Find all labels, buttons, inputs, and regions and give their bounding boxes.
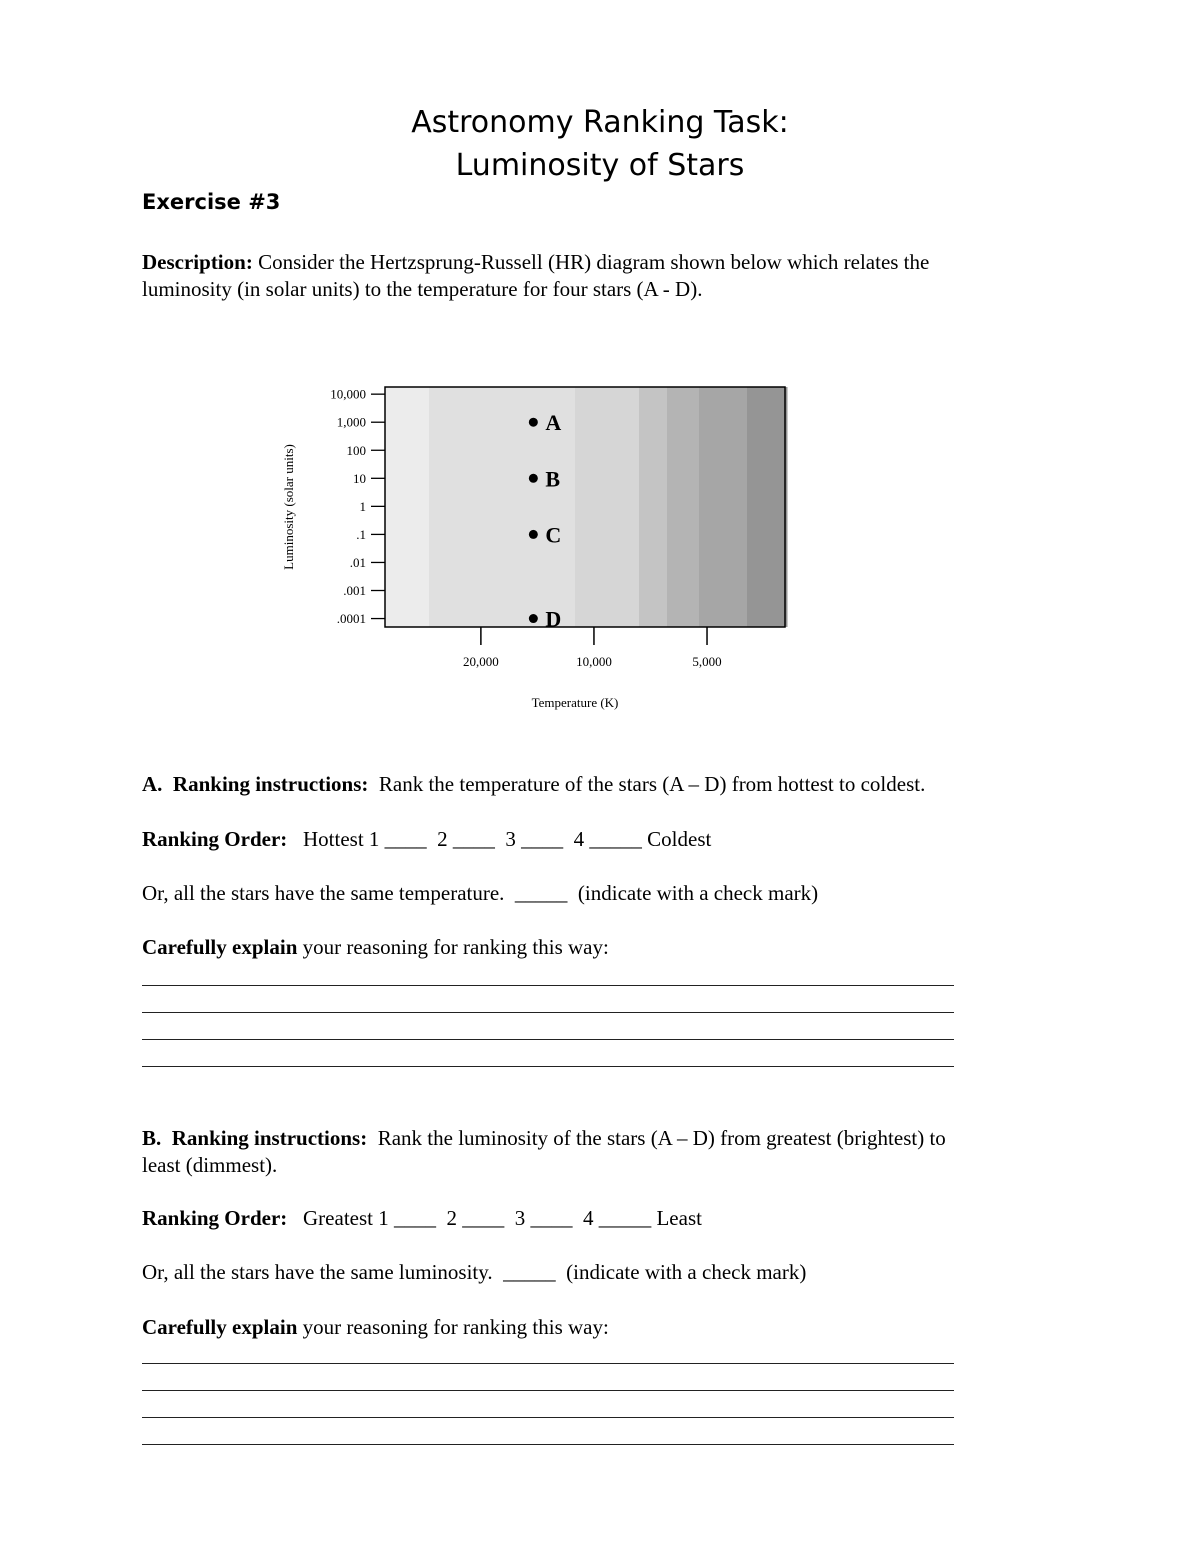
section-b-explain [142, 1314, 609, 1341]
x-axis-label: Temperature (K) [531, 695, 619, 710]
section-b-instructions-line-2: least (dimmest). [142, 1153, 278, 1177]
background-band [747, 387, 788, 627]
star-label-d: D [545, 606, 562, 632]
exercise-heading: Exercise #3 [142, 190, 281, 214]
y-tick-label: 10 [353, 470, 366, 486]
background-band [639, 387, 668, 627]
title-line-2: Luminosity of Stars [455, 148, 745, 183]
section-a-same-option: Or, all the stars have the same temperature. _____ (indicate with a check mark) [142, 881, 819, 905]
star-point-a [529, 418, 538, 427]
x-tick-label: 20,000 [463, 654, 499, 669]
section-b-same-option: Or, all the stars have the same luminosity. _____ (indicate with a check mark) [142, 1260, 807, 1284]
background-band [699, 387, 748, 627]
section-a-answer-line-3[interactable] [142, 1039, 954, 1040]
y-tick-label: .0001 [336, 611, 366, 627]
section-b-ranking-order [142, 1205, 702, 1232]
star-label-b: B [545, 466, 561, 492]
y-tick-label: 10,000 [330, 386, 366, 402]
description-line-2: luminosity (in solar units) to the temperature for four stars (A - D). [142, 277, 703, 301]
y-tick-label: 1,000 [336, 414, 366, 430]
section-b-answer-line-2[interactable] [142, 1390, 954, 1391]
star-point-d [529, 614, 538, 623]
section-a-ranking-order-text: Hottest 1 ____ 2 ____ 3 ____ 4 _____ Coldest [287, 827, 712, 851]
y-axis-label: Luminosity (solar units) [281, 444, 296, 570]
description-text-1: Consider the Hertzsprung-Russell (HR) diagram shown below which relates the [252, 250, 930, 274]
section-a-answer-line-1[interactable] [142, 985, 954, 986]
section-a-explain [142, 934, 609, 961]
x-tick-label: 5,000 [692, 654, 722, 669]
section-a-answer-line-2[interactable] [142, 1012, 954, 1013]
x-tick-label: 10,000 [576, 654, 612, 669]
y-tick-label: 1 [359, 498, 366, 514]
temperature-bands [385, 387, 788, 627]
section-a-explain-text: your reasoning for ranking this way: [297, 935, 609, 959]
background-band [575, 387, 640, 627]
section-b-instructions-label: B. Ranking instructions: [142, 1126, 368, 1150]
section-b-explain-text: your reasoning for ranking this way: [297, 1315, 609, 1339]
section-a-ranking-order-label: Ranking Order: [142, 827, 288, 851]
section-b-answer-line-4[interactable] [142, 1444, 954, 1445]
section-b-answer-line-1[interactable] [142, 1363, 954, 1364]
description-line-1 [142, 249, 929, 276]
section-b-ranking-order-text: Greatest 1 ____ 2 ____ 3 ____ 4 _____ Least [287, 1206, 702, 1230]
background-band [667, 387, 700, 627]
section-a-instructions-text: Rank the temperature of the stars (A – D) from hottest to coldest. [368, 772, 926, 796]
section-a-instructions-label: A. Ranking instructions: [142, 772, 369, 796]
section-a-instructions [142, 771, 925, 798]
section-b-instructions-text: Rank the luminosity of the stars (A – D) from greatest (brightest) to [367, 1126, 946, 1150]
section-a-ranking-order [142, 826, 711, 853]
star-point-b [529, 474, 538, 483]
section-b-answer-line-3[interactable] [142, 1417, 954, 1418]
y-tick-label: .001 [343, 583, 366, 599]
description-label: Description: [142, 250, 253, 274]
y-tick-label: .1 [356, 526, 366, 542]
hr-diagram [270, 375, 800, 720]
section-b-explain-label: Carefully explain [142, 1315, 298, 1339]
star-point-c [529, 530, 538, 539]
section-a-explain-label: Carefully explain [142, 935, 298, 959]
y-tick-label: .01 [349, 554, 366, 570]
section-a-answer-line-4[interactable] [142, 1066, 954, 1067]
star-label-a: A [545, 410, 562, 436]
star-label-c: C [545, 522, 562, 548]
background-band [385, 387, 430, 627]
title-line-1: Astronomy Ranking Task: [411, 105, 789, 140]
section-b-instructions [142, 1125, 946, 1152]
section-b-ranking-order-label: Ranking Order: [142, 1206, 288, 1230]
y-tick-label: 100 [346, 442, 366, 458]
